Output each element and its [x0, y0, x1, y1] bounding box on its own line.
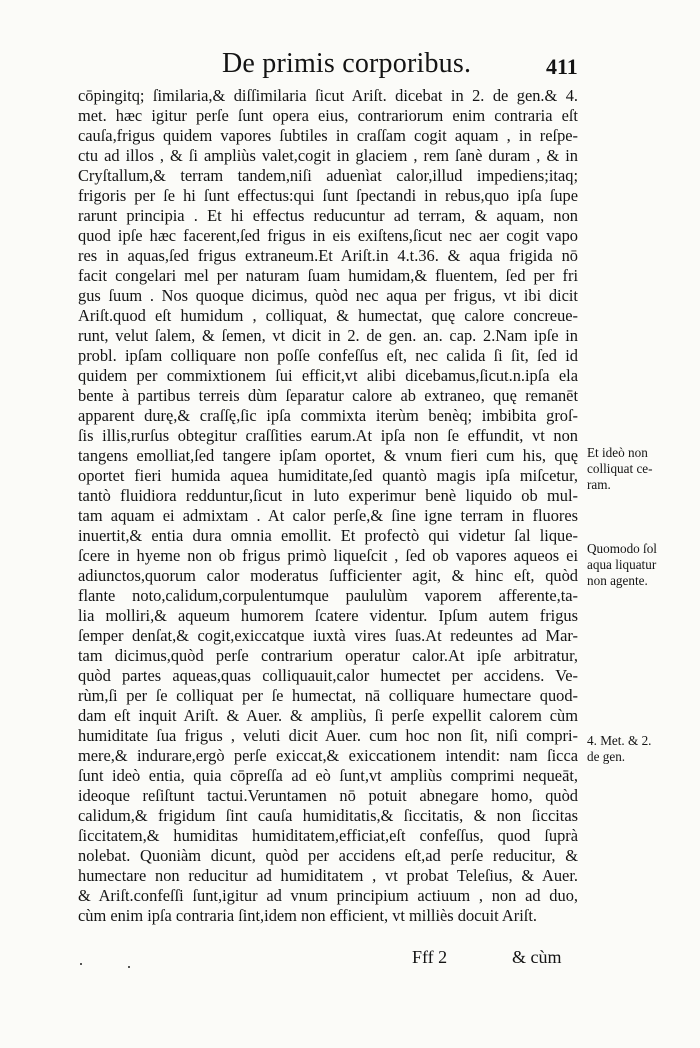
text-line: ctu ad illos , & ſi ampliùs valet,cogit in glaciem , rem ſanè duram , & in — [78, 146, 578, 165]
text-line: nolebat. Quoniàm dicunt, quòd per accidens eſt,ad perſe reducitur, & — [78, 846, 578, 865]
ink-speck — [80, 963, 82, 965]
text-line: tam aquam ei admixtam . At calor perſe,& ſine igne terram in fluores — [78, 506, 578, 525]
margin-note-line: aqua liquatur — [587, 557, 657, 572]
text-line: apparent durę,& craſſę,ſic ipſa commixta iterùm benèq; imbibita groſ- — [78, 406, 578, 425]
text-line: ſunt ideò entia, quia cōpreſſa ad eò ſunt,vt ampliùs comprimi nequeāt, — [78, 766, 578, 785]
margin-note-line: Quomodo ſol — [587, 541, 657, 556]
text-line: dam eſt inquit Ariſt. & Auer. & ampliùs, ſi perſe expellit calorem cùm — [78, 706, 578, 725]
text-line: oportet fieri humida aquea humiditate,ſed quantò magis ipſa miſcetur, — [78, 466, 578, 485]
running-title: De primis corporibus. — [222, 48, 472, 79]
signature-mark: Fff 2 — [412, 947, 448, 967]
ink-speck — [128, 966, 130, 968]
text-line: quod ipſe hæc facerent,ſed frigus in eis exiſtens,ſicut nec aer cogit vapo — [78, 226, 578, 245]
text-line: bente à partibus terreis dùm ſeparatur calore ab extraneo, quę remanēt — [78, 386, 578, 405]
margin-note-line: non agente. — [587, 573, 648, 588]
text-line: Cryſtallum,& terram tandem,niſi aduenìat calor,illud impediens;itaq; — [78, 166, 578, 185]
margin-note-line: colliquat ce- — [587, 461, 653, 476]
text-line: facit congelari mel per naturam ſuam humidam,& fluentem, ſed per fri — [78, 266, 578, 285]
text-line: ſis illis,rurſus obtegitur craſſities earum.At ipſa non ſe effundit, vt non — [78, 426, 578, 445]
text-line: tantò fluidiora redduntur,ſicut in luto experimur benè liquido ob mul- — [78, 486, 578, 505]
text-line: ſcere in hyeme non ob frigus primò liqueſcit , ſed ob vapores aqueos ei — [78, 546, 578, 565]
text-line: Ariſt.quod eſt humidum , colliquat, & humectat, quę calore concreue- — [78, 306, 578, 325]
margin-note-line: Et ideò non — [587, 445, 648, 460]
text-line: ſemper denſat,& cogit,exiccatque iuxtà vires ſuas.At redeuntes ad Mar- — [78, 626, 578, 645]
text-line: quòd partes aqueas,quas colliquauit,calor humectet per accidens. Ve- — [78, 666, 578, 685]
margin-note-ideo-non-colliquat — [587, 445, 697, 493]
text-line: rarunt principia . Et hi effectus reducuntur ad terram, & aquam, non — [78, 206, 578, 225]
text-line: inuertit,& entia dura omnia emollit. Et profectò qui videtur ſal lique- — [78, 526, 578, 545]
text-line: cùm enim ipſa contraria ſint,idem non efficient, vt milliès docuit Ariſt. — [78, 906, 537, 925]
text-line: ſiccitatem,& humiditas humiditatem,efficiat,eſt confeſſus, quod ſuprà — [78, 826, 578, 845]
margin-note-line: ram. — [587, 477, 611, 492]
text-line: quidem per commixtionem ſui efficit,vt alibi dicebamus,ſicut.n.ipſa ela — [78, 366, 578, 385]
text-line: flante noto,calidum,corpulentumque paululùm vaporem afferente,ta- — [78, 586, 578, 605]
text-line: lia molliri,& aqueum humorem ſcatere videntur. Ipſum autem frigus — [78, 606, 578, 625]
text-line: gus ſuum . Nos quoque dicimus, quòd nec aqua per frigus, vt ibi dicit — [78, 286, 578, 305]
text-line: probl. ipſam colliquare non poſſe confeſſus eſt, nec calida ſi ſit, ſed id — [78, 346, 578, 365]
margin-note-line: 4. Met. & 2. — [587, 733, 652, 748]
page-number: 411 — [546, 54, 578, 79]
text-line: met. hæc igitur perſe ſunt opera eius, contrariorum enim contraria eſt — [78, 106, 578, 125]
text-line: mere,& indurare,ergò perſe exiccat,& exiccationem intendit: nam ſicca — [78, 746, 578, 765]
text-line: runt, velut ſalem, & ſemen, vt dicit in 2. de gen. an. cap. 2.Nam ipſe in — [78, 326, 578, 345]
page-footer — [412, 947, 612, 971]
text-line: humectare non reducitur ad humiditatem , vt probat Teleſius, & Auer. — [78, 866, 578, 885]
text-line: ideoque reſiſtunt tactui.Veruntamen nō potuit abnegare homo, quòd — [78, 786, 578, 805]
margin-note-line: de gen. — [587, 749, 626, 764]
text-line: tam dicimus,quòd perſe contrarium operatur calor.At ipſe arbitratur, — [78, 646, 578, 665]
margin-note-quomodo-sol — [587, 541, 697, 589]
text-line: cauſa,frigus quidem vapores ſubtiles in craſſam cogit aquam , in reſpe- — [78, 126, 578, 145]
text-line: rùm,ſi per ſe colliquat per ſe humectat, nā colliquare humectare quod- — [78, 686, 578, 705]
text-line: res in aquas,ſed frigus extraneum.Et Ariſt.in 4.t.36. & aqua frigida nō — [78, 246, 578, 265]
text-line: adiunctos,quorum calor moderatus ſufficienter agit, & hinc eſt, quòd — [78, 566, 578, 585]
text-line: tangens emolliat,ſed tangere ipſam oportet, & vnum fieri cum his, quę — [78, 446, 578, 465]
text-line: calidum,& frigidum ſint cauſa humiditatis,& ſiccitatis, & non ſiccitas — [78, 806, 578, 825]
text-line: humiditate ſua frigus , veluti dicit Auer. cum hoc non ſit, niſi compri- — [78, 726, 578, 745]
margin-note-met-gen — [587, 733, 697, 765]
catchword: & cùm — [512, 947, 562, 967]
text-line: & Ariſt.confeſſi ſunt,igitur ad vnum principium actiuum , non ad duo, — [78, 886, 578, 905]
text-line: frigoris per ſe hi ſunt effectus:qui ſunt ſpectandi in rebus,quo ipſa ſupe — [78, 186, 578, 205]
page-header — [0, 48, 700, 82]
text-line: cōpingitq; ſimilaria,& diſſimilaria ſicut Ariſt. dicebat in 2. de gen.& 4. — [78, 86, 578, 105]
